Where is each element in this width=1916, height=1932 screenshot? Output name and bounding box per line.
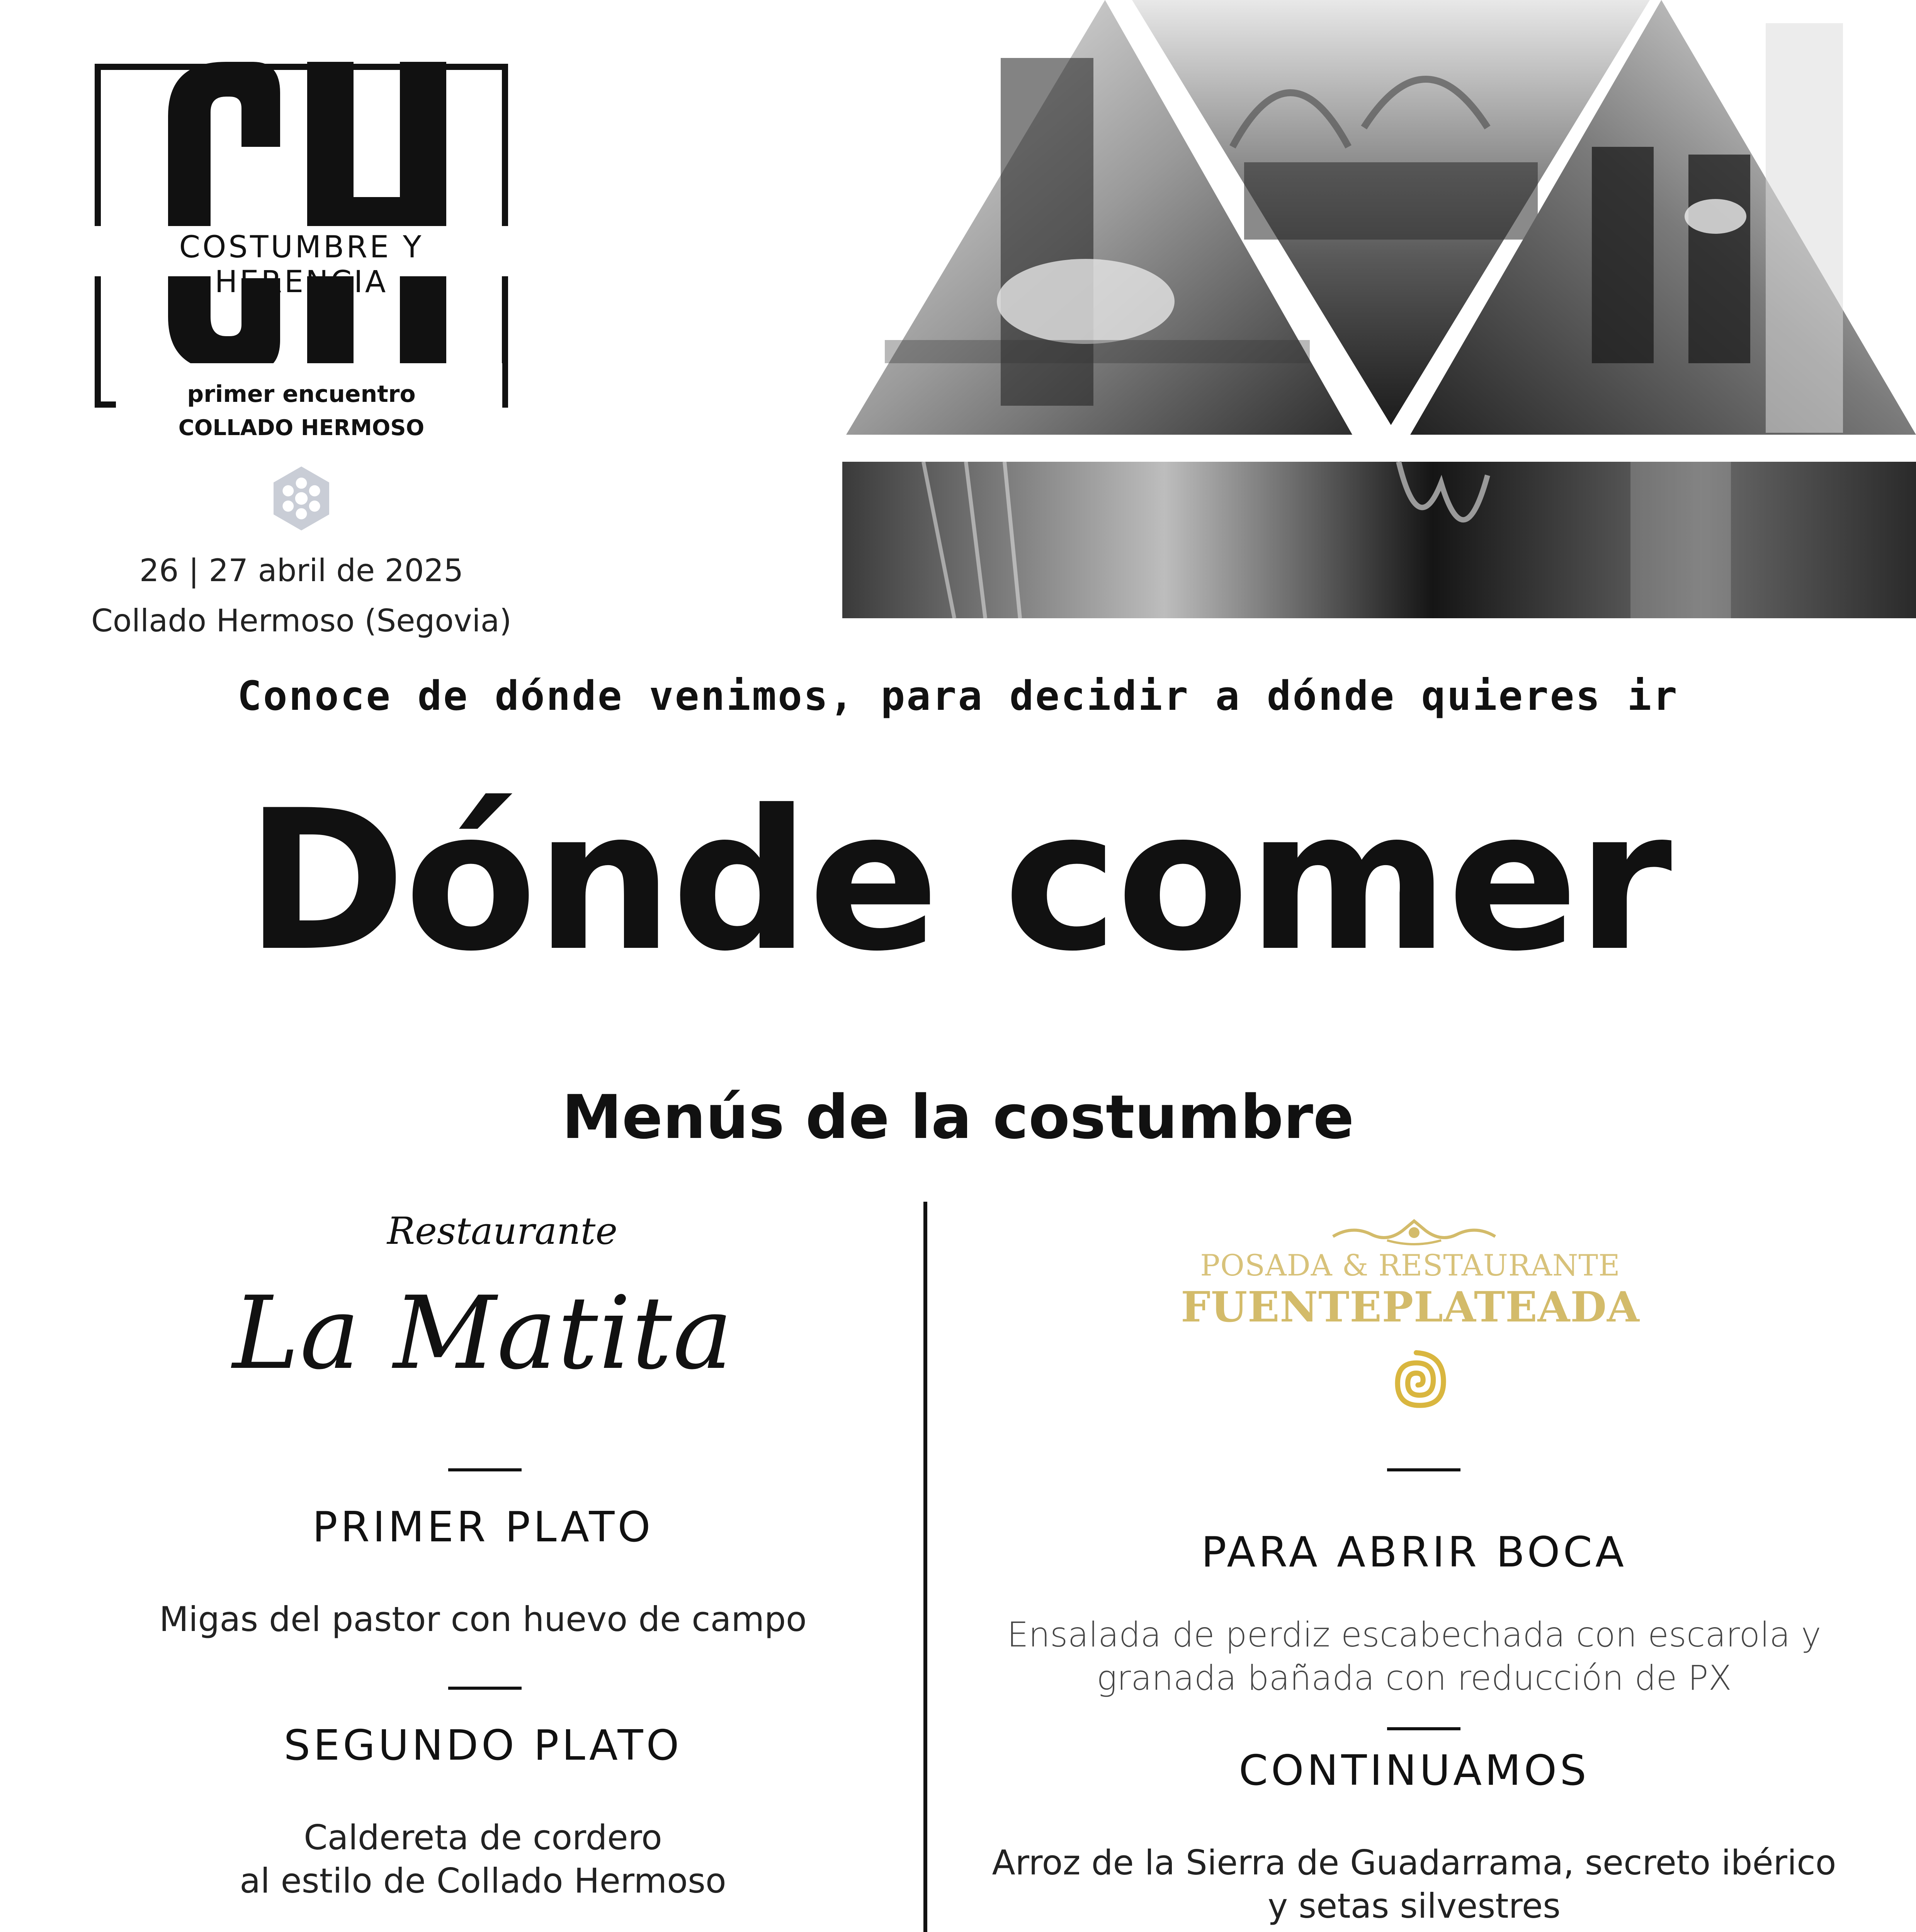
course-title: PRIMER PLATO: [312, 1503, 654, 1551]
logo-subtitle-1: primer encuentro: [187, 381, 416, 408]
spiral-icon: [1375, 1341, 1460, 1426]
restaurant-label: Restaurante: [387, 1209, 618, 1253]
separator: [448, 1468, 522, 1471]
course-description: Caldereta de cordero: [304, 1818, 662, 1857]
event-dates: 26 | 27 abril de 2025: [139, 553, 464, 588]
course-description: Arroz de la Sierra de Guadarrama, secreto ibérico: [992, 1843, 1836, 1883]
separator: [1387, 1468, 1460, 1471]
separator: [1387, 1727, 1460, 1730]
logo-subtitle-2: COLLADO HERMOSO: [178, 415, 425, 440]
separator: [448, 1687, 522, 1690]
motto: Conoce de dónde venimos, para decidir a dónde quieres ir: [237, 672, 1679, 719]
course-title: CONTINUAMOS: [1239, 1747, 1590, 1795]
restaurant-name-la-matita: La Matita: [232, 1275, 734, 1392]
restaurant-type-label: POSADA & RESTAURANTE: [1200, 1248, 1620, 1282]
course-description: Ensalada de perdiz escabechada con escarola y: [1007, 1615, 1821, 1655]
photo-strip-bottom: [842, 462, 1916, 618]
ornament-icon: [1329, 1213, 1499, 1248]
page-title: Dónde comer: [245, 769, 1671, 993]
page-subtitle: Menús de la costumbre: [562, 1082, 1354, 1152]
photo-collage: [838, 0, 1916, 618]
event-place: Collado Hermoso (Segovia): [91, 603, 512, 639]
logo-tagline: COSTUMBRE Y HERENCIA: [179, 230, 424, 299]
course-description: al estilo de Collado Hermoso: [240, 1861, 726, 1901]
course-description: y setas silvestres: [1268, 1886, 1561, 1926]
course-description: Migas del pastor con huevo de campo: [159, 1599, 807, 1639]
course-title: SEGUNDO PLATO: [284, 1721, 682, 1770]
course-description: granada bañada con reducción de PX: [1097, 1658, 1732, 1698]
ch-logo-letters: [153, 46, 450, 386]
column-divider: [923, 1202, 927, 1932]
course-title: PARA ABRIR BOCA: [1201, 1528, 1627, 1577]
flower-icon: [267, 464, 336, 533]
restaurant-name-fuenteplateada: FUENTEPLATEADA: [1181, 1283, 1640, 1332]
